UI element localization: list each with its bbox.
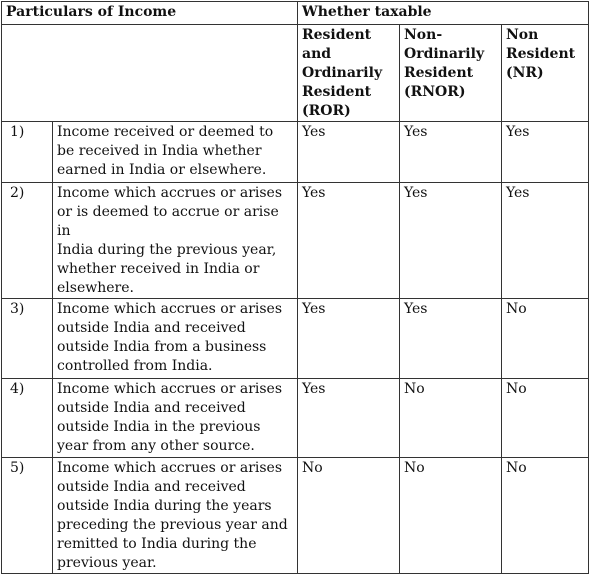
row-number: 5) — [2, 458, 53, 574]
row-rnor-value: Yes — [400, 183, 502, 299]
row-number: 2) — [2, 183, 53, 299]
row-particular: Income which accrues or arises or is deemed to accrue or arise in India during the previous year, whether received in India or elsewhere. — [53, 183, 298, 299]
row-nr-value: No — [502, 379, 589, 458]
nr-header: Non Resident (NR) — [502, 25, 589, 122]
whether-taxable-header: Whether taxable — [298, 2, 589, 25]
header-row-status — [2, 25, 589, 122]
header-row-top — [2, 2, 589, 25]
row-number: 1) — [2, 122, 53, 183]
table-row — [2, 299, 589, 379]
row-rnor-value: Yes — [400, 122, 502, 183]
row-nr-value: Yes — [502, 122, 589, 183]
row-particular: Income received or deemed to be received in India whether earned in India or elsewhere. — [53, 122, 298, 183]
table-row — [2, 458, 589, 574]
header-blank-cell — [2, 25, 298, 122]
ror-header: Resident and Ordinarily Resident (ROR) — [298, 25, 400, 122]
row-particular: Income which accrues or arises outside India and received outside India from a business controlled from India. — [53, 299, 298, 379]
row-number: 4) — [2, 379, 53, 458]
row-number: 3) — [2, 299, 53, 379]
table-row — [2, 183, 589, 299]
row-rnor-value: No — [400, 458, 502, 574]
row-ror-value: Yes — [298, 299, 400, 379]
row-ror-value: Yes — [298, 379, 400, 458]
row-nr-value: No — [502, 458, 589, 574]
row-particular: Income which accrues or arises outside India and received outside India in the previous year from any other source. — [53, 379, 298, 458]
row-particular: Income which accrues or arises outside India and received outside India during the years preceding the previous year and remitted to India during the previous year. — [53, 458, 298, 574]
row-nr-value: No — [502, 299, 589, 379]
table-row — [2, 379, 589, 458]
rnor-header: Non- Ordinarily Resident (RNOR) — [400, 25, 502, 122]
table-row — [2, 122, 589, 183]
row-ror-value: Yes — [298, 183, 400, 299]
row-ror-value: Yes — [298, 122, 400, 183]
row-rnor-value: Yes — [400, 299, 502, 379]
income-taxability-table — [1, 1, 589, 574]
particulars-header: Particulars of Income — [2, 2, 298, 25]
row-nr-value: Yes — [502, 183, 589, 299]
row-ror-value: No — [298, 458, 400, 574]
row-rnor-value: No — [400, 379, 502, 458]
